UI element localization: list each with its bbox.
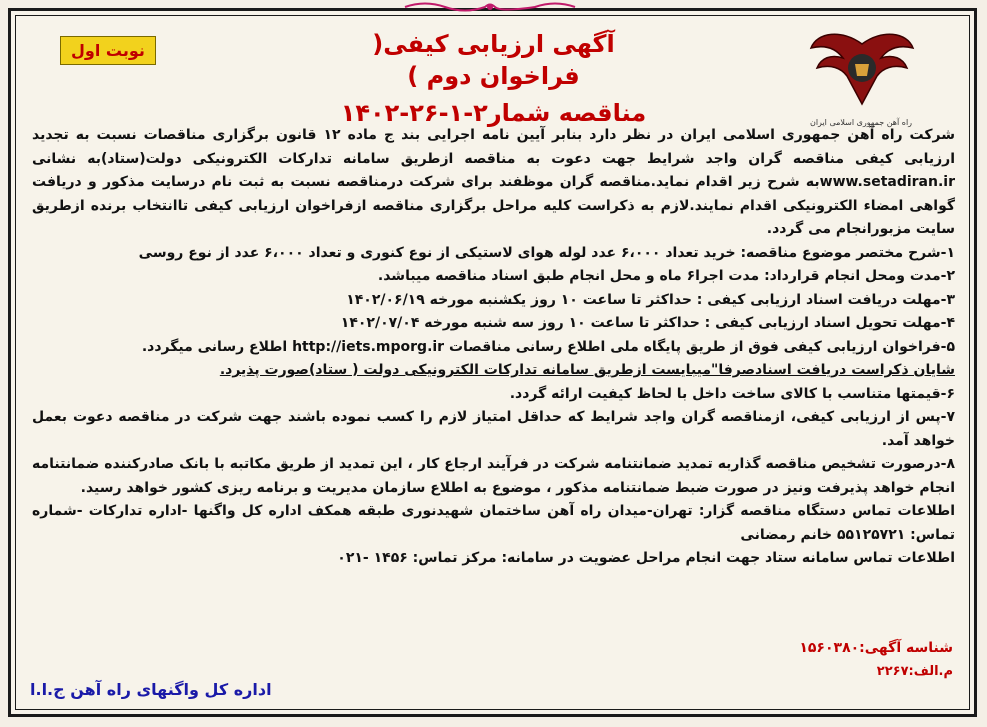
department-name: اداره کل واگنهای راه آهن ج.ا.ا xyxy=(30,680,272,699)
contact-info: اطلاعات تماس دستگاه مناقصه گزار: تهران-میدان راه آهن ساختمان شهیدنوری طبقه همکف اداره کل واگنها -اداره تدارکات -شماره تماس: ۵۵۱۲۵۷۲۱ خانم رمضانی xyxy=(32,503,955,543)
item-prices: ۶-قیمتها متناسب با کالای ساخت داخل با لحاظ کیفیت ارائه گردد. xyxy=(509,385,955,402)
top-ornament xyxy=(400,0,580,14)
tender-number: مناقصه شمار۲-۱-۲۶-۱۴۰۲ xyxy=(340,99,647,127)
intro-paragraph: شرکت راه آهن جمهوری اسلامی ایران در نظر دارد بنابر آیین نامه اجرایی بند ج ماده ۱۲ قانون برگزاری مناقصات نسبت به تجدید ارزیابی کیفی مناقصه گران واجد شرایط جهت دعوت به مناقصه ازطریق سامانه تدارکات الکترونیکی دولت(ستاد)به نشانی www.setadiran.irبه شرح زیر اقدام نماید.مناقصه گران موظفند برای شرکت درمناقصه نسبت به ثبت نام درسایت مذکور و دریافت گواهی امضاء الکترونیکی اقدام نمایند.لازم به ذکراست کلیه مراحل برگزاری مناقصه ازفراخوان ارزیابی کیفی تاانتخاب برنده ازطریق سایت مزبورانجام می گردد. xyxy=(32,127,955,237)
publication-badge: نوبت اول xyxy=(60,36,156,65)
railway-logo-icon xyxy=(807,24,917,116)
item-announcement-note: شایان ذکراست دریافت اسنادصرفا"میبایست ازطریق سامانه تدارکات الکترونیکی دولت ( ستاد)صورت پذیرد. xyxy=(219,362,955,378)
setad-contact-info: اطلاعات تماس سامانه ستاد جهت انجام مراحل عضویت در سامانه: مرکز تماس: ۱۴۵۶ -۰۲۱ xyxy=(337,550,955,566)
logo-caption: راه آهن جمهوری اسلامی ایران xyxy=(809,118,913,127)
ad-id: شناسه آگهی:۱۵۶۰۳۸۰ xyxy=(799,640,953,656)
item-invitation: ۷-پس از ارزیابی کیفی، ازمناقصه گران واجد شرایط که حداقل امتیاز لازم را کسب نموده باشند جهت شرکت در مناقصه دعوت بعمل خواهد آمد. xyxy=(32,409,955,449)
ad-header xyxy=(30,20,957,127)
item-subject: ۱-شرح مختصر موضوع مناقصه: خرید تعداد ۶،۰۰۰ عدد لوله هوای لاستیکی از نوع کنوری و تعداد ۶،۰۰۰ عدد از نوع روسی xyxy=(138,244,955,261)
title-block xyxy=(330,28,657,130)
item-submit-deadline: ۴-مهلت تحویل اسناد ارزیابی کیفی : حداکثر تا ساعت ۱۰ روز سه شنبه مورخه ۱۴۰۲/۰۷/۰۴ xyxy=(340,315,955,331)
item-receive-deadline: ۳-مهلت دریافت اسناد ارزیابی کیفی : حداکثر تا ساعت ۱۰ روز یکشنبه مورخه ۱۴۰۲/۰۶/۱۹ xyxy=(346,291,955,308)
ad-body xyxy=(32,124,955,571)
ad-reference: م.الف:۲۲۶۷ xyxy=(876,664,953,679)
item-guarantee: ۸-درصورت تشخیص مناقصه گذاربه تمدید ضمانتنامه شرکت در فرآیند ارجاع کار ، این تمدید از طریق مکاتبه با بانک صادرکننده ضمانتنامه انجام خواهد پذیرفت ونیز در صورت ضبط ضمانتنامه مذکور ، موضوع به اطلاع سازمان مدیریت و برنامه ریزی کشور خواهد رسید. xyxy=(32,456,955,496)
item-announcement: ۵-فراخوان ارزیابی کیفی فوق از طریق پایگاه ملی اطلاع رسانی مناقصات http://iets.mporg.ir اطلاع رسانی میگردد. xyxy=(141,338,955,355)
ad-title: آگهی ارزیابی کیفی( فراخوان دوم ) xyxy=(372,30,615,90)
item-duration: ۲-مدت ومحل انجام قرارداد: مدت اجرا۶ ماه و محل انجام طبق اسناد مناقصه میباشد. xyxy=(377,268,955,284)
